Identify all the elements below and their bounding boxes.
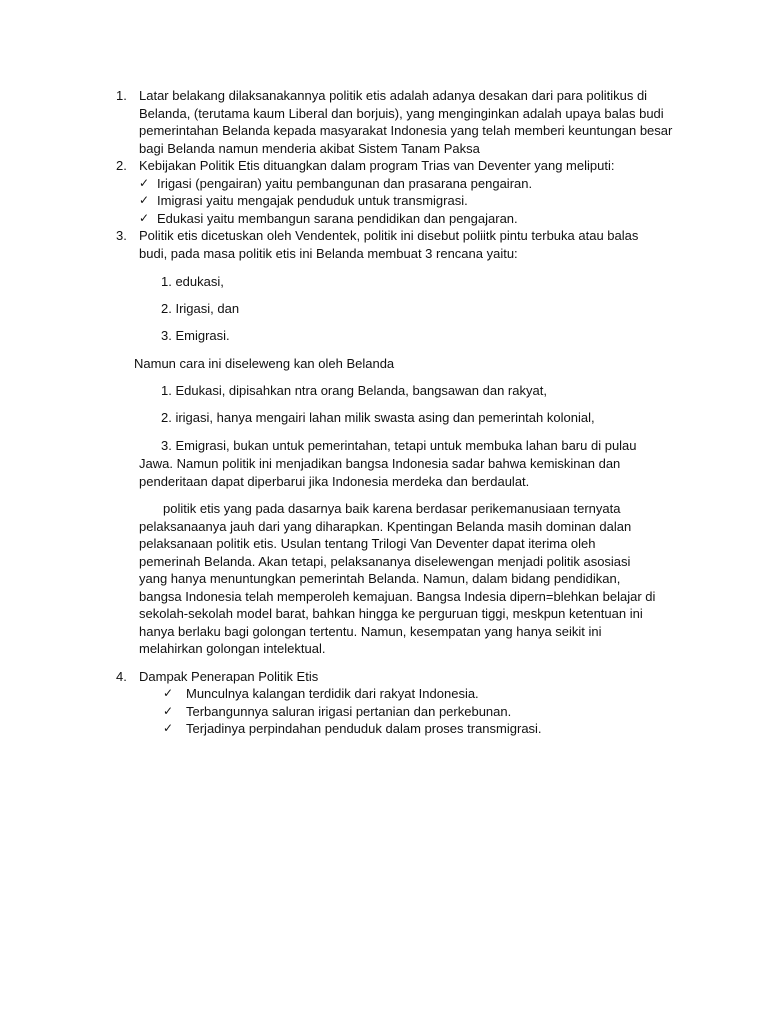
check-item-text: Terbangunnya saluran irigasi pertanian dan perkebunan. [186,704,512,719]
deviation-item: 2. irigasi, hanya mengairi lahan milik swasta asing dan pemerintah kolonial, [161,410,595,425]
check-item-text: Terjadinya perpindahan penduduk dalam proses transmigrasi. [186,721,542,736]
plan-item: 3. Emigrasi. [161,328,230,343]
checkmark-icon: ✓ [163,721,174,735]
check-item-text: Edukasi yaitu membangun sarana pendidikan dan pengajaran. [157,211,518,226]
deviation-item: 1. Edukasi, dipisahkan ntra orang Belanda, bangsawan dan rakyat, [161,383,547,398]
checkmark-icon: ✓ [163,704,174,718]
checkmark-icon: ✓ [139,176,150,190]
deviation-item: 3. Emigrasi, bukan untuk pemerintahan, tetapi untuk membuka lahan baru di pulau [161,438,637,453]
plan-item: 2. Irigasi, dan [161,301,240,316]
paragraph-text: politik etis yang pada dasarnya baik karena berdasar perikemanusiaan ternyata pelaksanaanya jauh dari yang diharapkan. Kpentingan Belanda masih dominan dalan pelaksanaan politik etis. Usulan tentang Trilogi Van Deventer dapat iterima oleh pemerinah Belanda. Akan tetapi, pelaksananya diselewengan menjadi politik asosiasi yang hanya menuntungkan pemerintah Belanda. Namun, dalam bidang pendidikan, bangsa Indonesia telah memperoleh kemajuan. Bangsa Indesia dipern=blehkan belajar di sekolah-sekolah model barat, bahkan hingga ke perguruan tiggi, meskpun ketentuan ini hanya berlaku bagi golongan tertentu. Namun, kesempatan yang hanya seikit ini melahirkan golongan intelektual. [139,501,656,656]
checkmark-icon: ✓ [163,686,174,700]
namun-line: Namun cara ini diseleweng kan oleh Belanda [134,356,395,371]
check-item-text: Munculnya kalangan terdidik dari rakyat Indonesia. [186,686,479,701]
list-item-text: Politik etis dicetuskan oleh Vendentek, politik ini disebut poliitk pintu terbuka atau balas budi, pada masa politik etis ini Belanda membuat 3 rencana yaitu: [139,228,639,261]
list-number: 3. [116,228,127,243]
list-item-text: Dampak Penerapan Politik Etis [139,669,319,684]
check-item-text: Irigasi (pengairan) yaitu pembangunan dan prasarana pengairan. [157,176,533,191]
checkmark-icon: ✓ [139,193,150,207]
plan-item: 1. edukasi, [161,274,224,289]
body-paragraph [139,500,659,658]
check-item-text: Imigrasi yaitu mengajak penduduk untuk transmigrasi. [157,193,468,208]
list-number: 4. [116,669,127,684]
list-item-text: Kebijakan Politik Etis dituangkan dalam program Trias van Deventer yang meliputi: [139,158,615,173]
list-number: 2. [116,158,127,173]
deviation-item-continuation: Jawa. Namun politik ini menjadikan bangsa Indonesia sadar bahwa kemiskinan dan penderitaan dapat diperbarui jika Indonesia merdeka dan berdaulat. [139,456,621,489]
list-item-text: Latar belakang dilaksanakannya politik etis adalah adanya desakan dari para politikus di Belanda, (terutama kaum Liberal dan borjuis), yang menginginkan adalah upaya balas budi pemerintahan Belanda kepada masyarakat Indonesia yang telah memberi keuntungan besar bagi Belanda namun menderia akibat Sistem Tanam Paksa [139,88,673,156]
list-number: 1. [116,88,127,103]
checkmark-icon: ✓ [139,211,150,225]
